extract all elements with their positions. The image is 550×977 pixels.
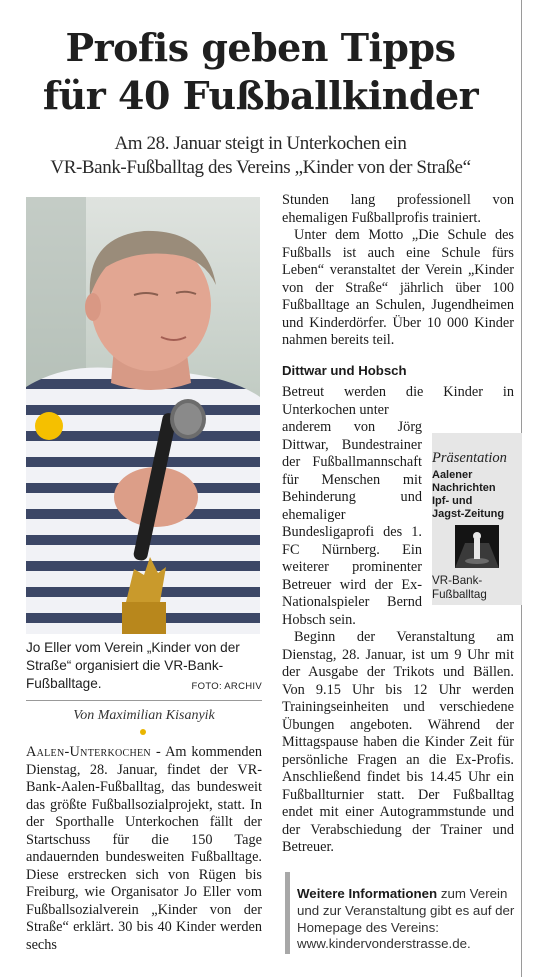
author-rule-top: [26, 700, 262, 701]
info-text: zum Verein und zur Veranstaltung gibt es auf der Homepage des Vereins: www.kindervonderstrasse.de.: [297, 886, 515, 952]
info-accent-bar: [285, 872, 290, 954]
event-line-2: Fußballtag: [432, 588, 487, 601]
sun-icon: [35, 412, 63, 440]
paper-line-4: Jagst-Zeitung: [432, 508, 505, 520]
dateline: Aalen-Unterkochen -: [26, 744, 162, 760]
paper-line-1: Aalener: [432, 469, 473, 481]
paragraph-4: Beginn der Veranstaltung am Dienstag, 28. Januar, ist um 9 Uhr mit der Ausgabe der Trikots und Bällen. Von 9.15 Uhr bis 12 Uhr werden Trainingseinheiten und verschiedene Übungen angeboten. Während der Mittagspause haben die Kinder Zeit für persönliche Fragen an die Ex-Profis. Anschließend findet bis 14.45 Uhr ein Fußballturnier statt. Der Fußballtag endet mit einer Autogrammstunde und der Verabschiedung der Trainer und Betreuer.: [282, 629, 514, 855]
subheadline: [0, 132, 521, 180]
headline: [0, 24, 521, 120]
event-line-1: VR-Bank-: [432, 574, 483, 587]
article-column-2-p3-wrap: [282, 419, 422, 629]
author-byline: Von Maximilian Kisanyik: [73, 708, 215, 723]
paragraph-3-start: Betreut werden die Kinder in Unterkochen unter: [282, 384, 514, 418]
photo-caption: [26, 639, 262, 696]
headline-line-1: Profis geben Tipps: [65, 25, 456, 70]
article-column-2-top: [282, 192, 514, 350]
article-subhead: Dittwar und Hobsch: [282, 363, 407, 378]
paragraph-3-wrap: anderem von Jörg Dittwar, Bundestrainer der Fußballmannschaft für Menschen mit Behinderung und ehemaliger Bundesligaprofi des 1. FC Nürnberg. Ein weiterer prominenter Betreuer wird der Ex-Nationalspieler Bernd Hobsch sein.: [282, 419, 422, 628]
caption-text: Jo Eller vom Verein „Kinder von der Straße“ organisiert die VR-Bank-Fußballtage.: [26, 640, 240, 691]
article-column-2-p3-start: [282, 384, 514, 419]
event-name: [432, 574, 522, 602]
subheadline-line-1: Am 28. Januar steigt in Unterkochen ein: [114, 133, 407, 154]
headline-line-2: für 40 Fußballkinder: [42, 73, 479, 118]
author-dot: [140, 729, 146, 735]
trophy-logo-icon: [455, 525, 499, 568]
newspaper-names: [432, 469, 522, 521]
man-with-microphone-illustration: [26, 197, 260, 634]
paper-line-3: Ipf- und: [432, 495, 473, 507]
subheadline-line-2: VR-Bank-Fußballtag des Vereins „Kinder von der Straße“: [50, 157, 471, 178]
info-label: Weitere Informationen: [297, 886, 438, 901]
presentation-title: Präsentation: [432, 450, 507, 466]
article-photo: [26, 197, 260, 634]
paper-line-2: Nachrichten: [432, 482, 496, 494]
paragraph-1-continued: Stunden lang professionell von ehemaligen Fußballprofis trainiert.: [282, 192, 514, 226]
paragraph-1: Am kommenden Dienstag, 28. Januar, findet der VR-Bank-Aalen-Fußballtag, das bundesweit das größte Fußballsozialprojekt, statt. In der Sporthalle Unterkochen fällt der Startschuss für die 150 Tage andauernden bundesweiten Fußballtage. Diese erstrecken sich von Rügen bis Freiburg, wie Organisator Jo Eller vom Fußballsozialverein „Kinder von der Straße“ erklärt. 30 bis 40 Kinder werden sechs: [26, 744, 262, 953]
article-column-1: [26, 744, 262, 954]
info-box: [297, 886, 521, 953]
photo-credit: FOTO: ARCHIV: [191, 681, 262, 692]
article-column-2-bottom: [282, 629, 514, 857]
paragraph-2: Unter dem Motto „Die Schule des Fußballs ist auch eine Schule fürs Leben“ veranstaltet der Verein „Kinder von der Straße“ jährlich über 100 Fußballtage an Schulen, Jugendheimen und Kinderdörfer. Über 10 000 Kinder nahmen bereits teil.: [282, 227, 514, 348]
